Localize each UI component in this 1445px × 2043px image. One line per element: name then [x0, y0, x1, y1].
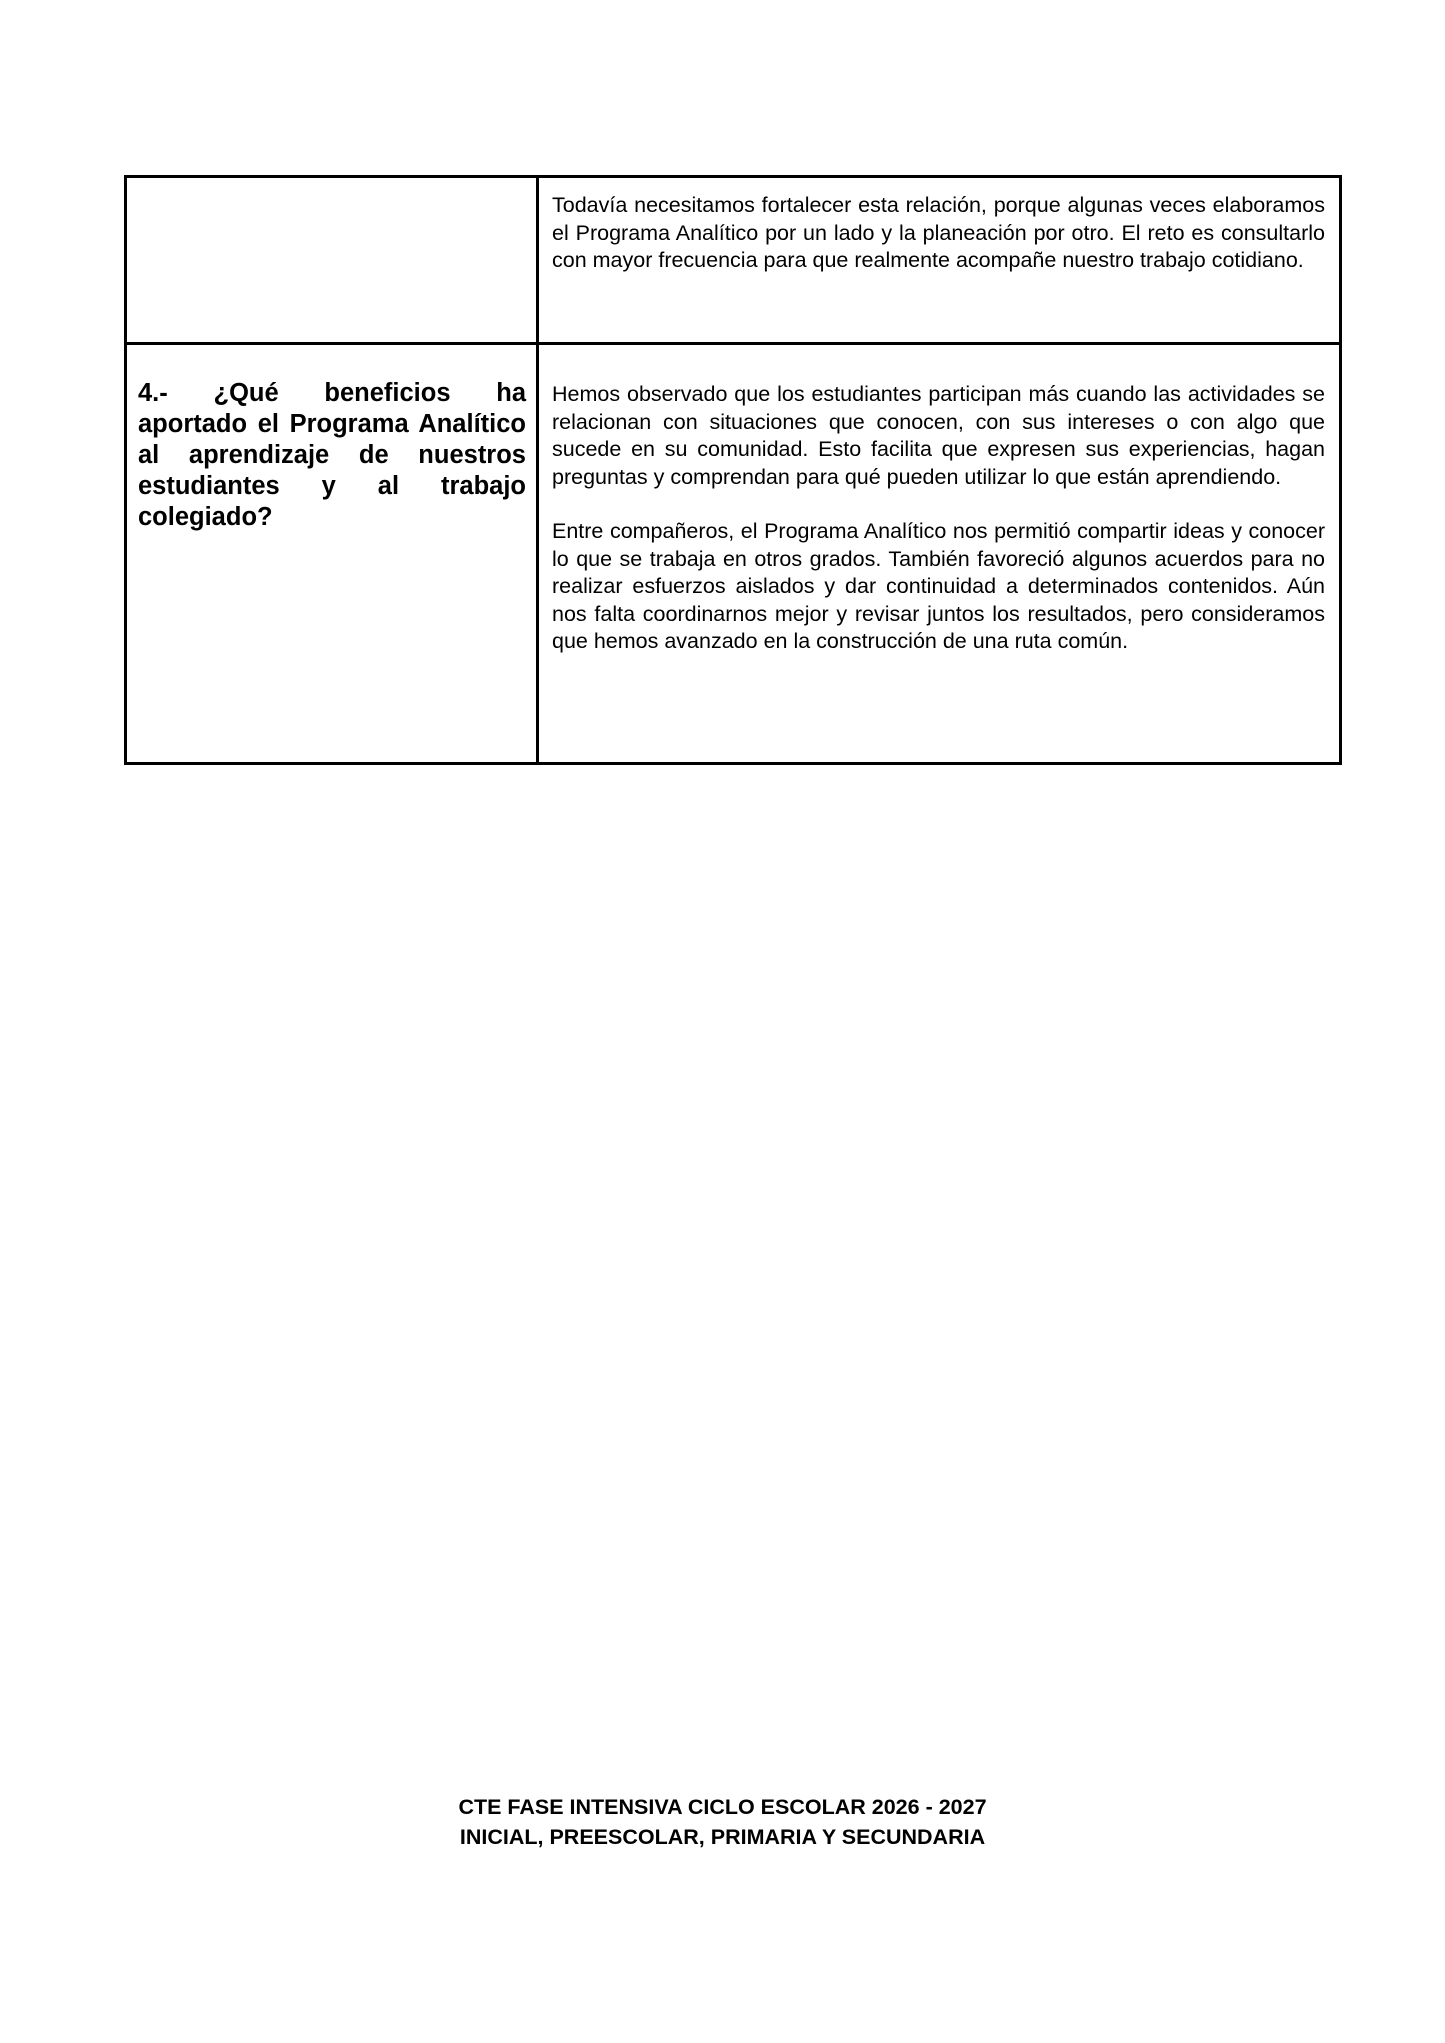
- footer-line-1: CTE FASE INTENSIVA CICLO ESCOLAR 2026 - 2027: [458, 1795, 987, 1819]
- answer-paragraph: Todavía necesitamos fortalecer esta relación, porque algunas veces elaboramos el Programa Analítico por un lado y la planeación por otro. El reto es consultarlo con mayor frecuencia para que realmente acompañe nuestro trabajo cotidiano.: [552, 193, 1325, 272]
- table-row: [126, 177, 1341, 344]
- answer-cell: [538, 344, 1341, 764]
- page-footer: [0, 1792, 1445, 1852]
- question-cell: [126, 344, 538, 764]
- question-answer-table: [124, 175, 1342, 765]
- question-cell: [126, 177, 538, 344]
- answer-paragraph: Hemos observado que los estudiantes participan más cuando las actividades se relacionan con situaciones que conocen, con sus intereses o con algo que sucede en su comunidad. Esto facilita que expresen sus experiencias, hagan preguntas y comprendan para qué pueden utilizar lo que están aprendiendo.: [552, 382, 1325, 489]
- answer-text: [539, 178, 1339, 275]
- answer-paragraph: Entre compañeros, el Programa Analítico nos permitió compartir ideas y conocer lo que se trabaja en otros grados. También favoreció algunos acuerdos para no realizar esfuerzos aislados y dar continuidad a determinados contenidos. Aún nos falta coordinarnos mejor y revisar juntos los resultados, pero consideramos que hemos avanzado en la construcción de una ruta común.: [552, 519, 1325, 653]
- question-text: 4.- ¿Qué beneficios ha aportado el Programa Analítico al aprendizaje de nuestros estudiantes y al trabajo colegiado?: [138, 379, 526, 531]
- question-text: [127, 178, 536, 211]
- answer-cell: [538, 177, 1341, 344]
- answer-text: [539, 345, 1339, 656]
- footer-line-2: INICIAL, PREESCOLAR, PRIMARIA Y SECUNDARIA: [459, 1825, 986, 1849]
- table-row: [126, 344, 1341, 764]
